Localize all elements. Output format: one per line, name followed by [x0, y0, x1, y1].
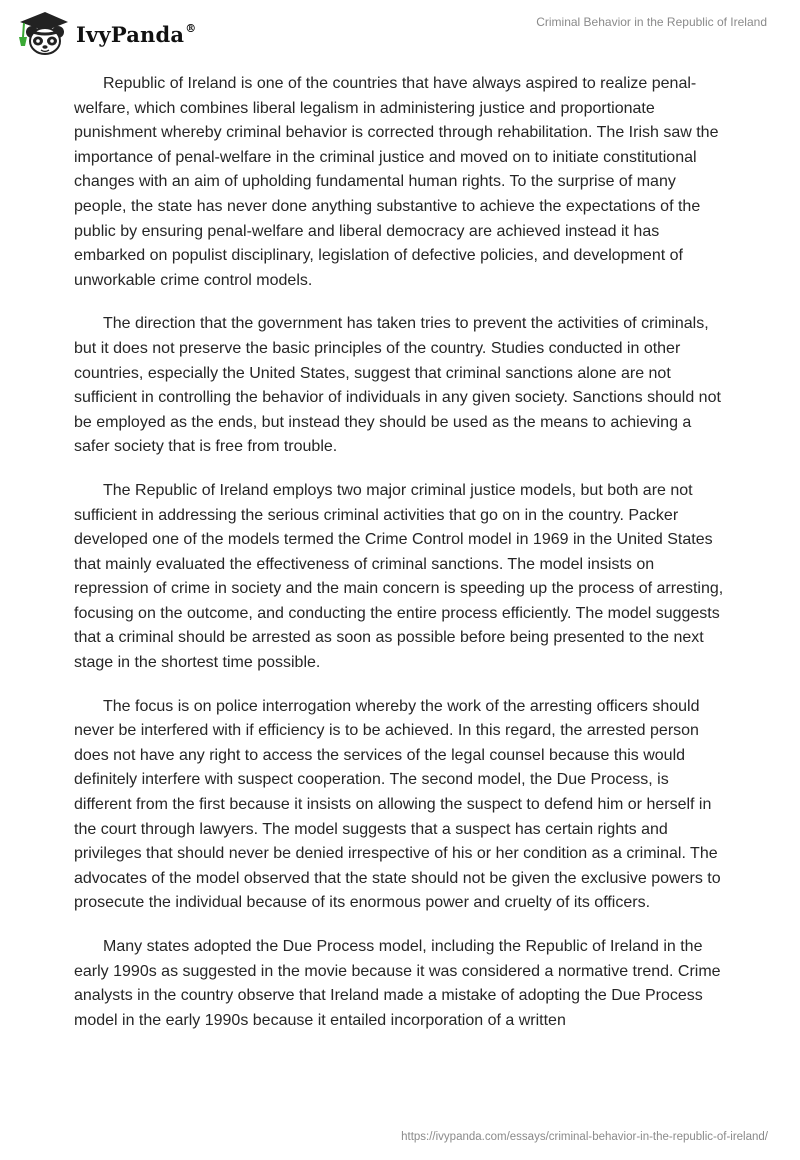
document-title: Criminal Behavior in the Republic of Ireland	[536, 15, 767, 29]
panda-graduation-cap-icon	[14, 8, 70, 58]
brand-name: IvyPanda®	[76, 21, 197, 47]
paragraph: The focus is on police interrogation whereby the work of the arresting officers should never be interfered with if efficiency is to be achieved. In this regard, the arrested person does not have any right to access the services of the legal counsel because this would definitely interfere with suspect cooperation. The second model, the Due Process, is different from the first because it insists on allowing the suspect to defend him or herself in the court through lawyers. The model suggests that a suspect has certain rights and privileges that should never be denied irrespective of his or her condition as a criminal. The advocates of the model observed that the state should not be given the exclusive powers to prosecute the individual because of its enormous power and cruelty of its officers.	[74, 697, 721, 912]
paragraph: Republic of Ireland is one of the countries that have always aspired to realize penal-welfare, which combines liberal legalism in administering justice and proportionate punishment whereby criminal behavior is corrected through rehabilitation. The Irish saw the importance of penal-welfare in the criminal justice and moved on to initiate constitutional changes with an aim of upholding fundamental human rights. To the surprise of many people, the state has never done anything substantive to achieve the expectations of the public by ensuring penal-welfare and liberal democracy are achieved instead it has embarked on populist disciplinary, legislation of defective policies, and development of unworkable crime control models.	[74, 75, 719, 289]
paragraph: The Republic of Ireland employs two major criminal justice models, but both are not sufficient in addressing the serious criminal activities that go on in the country. Packer developed one of the models termed the Crime Control model in 1969 in the United States that mainly evaluated the effectiveness of criminal sanctions. The model insists on repression of crime in society and the main concern is speeding up the process of arresting, focusing on the outcome, and conducting the entire process efficiently. The model suggests that a criminal should be arrested as soon as possible before being presented to the next stage in the shortest time possible.	[74, 481, 724, 672]
paragraph: Many states adopted the Due Process model, including the Republic of Ireland in the early 1990s as suggested in the movie because it was considered a normative trend. Crime analysts in the country observe that Ireland made a mistake of adopting the Due Process model in the early 1990s because it entailed incorporation of a written	[74, 938, 721, 1029]
ivypanda-logo[interactable]	[14, 8, 196, 58]
source-url-link[interactable]: https://ivypanda.com/essays/criminal-behavior-in-the-republic-of-ireland/	[401, 1131, 768, 1143]
page-header	[0, 0, 800, 64]
essay-body	[74, 72, 726, 1052]
paragraph: The direction that the government has taken tries to prevent the activities of criminals, but it does not preserve the basic principles of the country. Studies conducted in other countries, especially the United States, suggest that criminal sanctions alone are not sufficient in controlling the behavior of individuals in any given society. Sanctions should not be employed as the ends, but instead they should be used as the means to achieving a safer society that is free from trouble.	[74, 315, 721, 456]
